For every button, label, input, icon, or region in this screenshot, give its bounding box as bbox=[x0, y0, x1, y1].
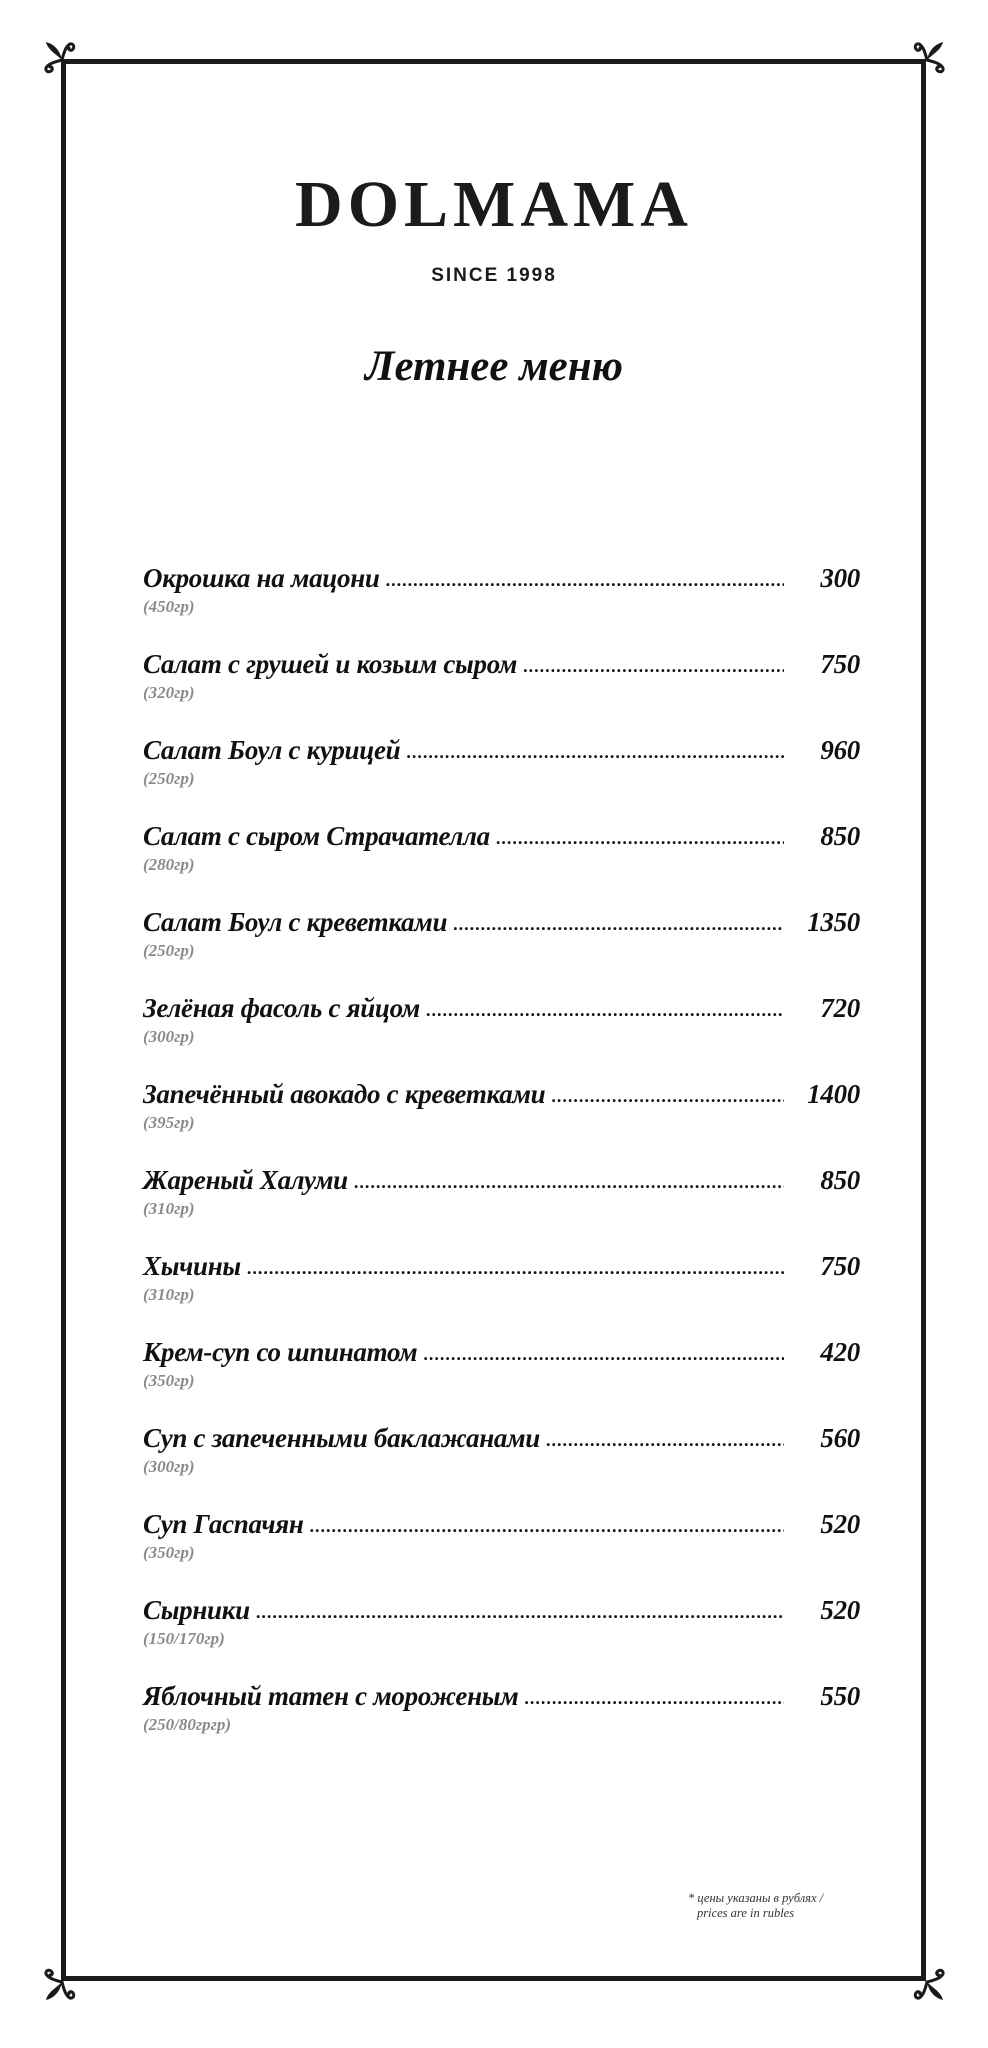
menu-item bbox=[143, 562, 860, 648]
dot-leader bbox=[496, 822, 784, 854]
item-name: Хычины bbox=[143, 1251, 241, 1281]
item-price: 960 bbox=[820, 735, 860, 765]
menu-item bbox=[143, 820, 860, 906]
item-price: 750 bbox=[820, 649, 860, 679]
tagline: SINCE 1998 bbox=[431, 265, 557, 286]
dot-leader bbox=[354, 1166, 784, 1198]
item-name: Сырники bbox=[143, 1595, 250, 1625]
item-price: 550 bbox=[820, 1681, 860, 1711]
item-weight: (310гр) bbox=[143, 1199, 195, 1218]
menu-item bbox=[143, 1422, 860, 1508]
dot-leader bbox=[426, 994, 784, 1026]
menu-item bbox=[143, 992, 860, 1078]
fleur-corner-icon bbox=[42, 1962, 82, 2002]
item-price: 560 bbox=[820, 1423, 860, 1453]
item-name: Запечённый авокадо с креветками bbox=[143, 1079, 546, 1109]
item-price: 520 bbox=[820, 1509, 860, 1539]
item-weight: (280гр) bbox=[143, 855, 195, 874]
item-weight: (320гр) bbox=[143, 683, 195, 702]
item-weight: (395гр) bbox=[143, 1113, 195, 1132]
item-price: 850 bbox=[820, 821, 860, 851]
item-weight: (150/170гр) bbox=[143, 1629, 225, 1648]
item-name: Салат с сыром Страчателла bbox=[143, 821, 490, 851]
fleur-corner-icon bbox=[42, 40, 82, 80]
item-price: 1350 bbox=[807, 907, 860, 937]
dot-leader bbox=[247, 1252, 784, 1284]
item-price: 850 bbox=[820, 1165, 860, 1195]
item-weight: (300гр) bbox=[143, 1027, 195, 1046]
item-name: Суп Гаспачян bbox=[143, 1509, 304, 1539]
item-price: 420 bbox=[820, 1337, 860, 1367]
item-name: Салат Боул с курицей bbox=[143, 735, 401, 765]
dot-leader bbox=[423, 1338, 784, 1370]
item-name: Жареный Халуми bbox=[143, 1165, 348, 1195]
menu-item bbox=[143, 1336, 860, 1422]
fleur-corner-icon bbox=[907, 40, 947, 80]
item-weight: (250гр) bbox=[143, 941, 195, 960]
item-price: 720 bbox=[820, 993, 860, 1023]
menu-item bbox=[143, 906, 860, 992]
dot-leader bbox=[524, 1682, 784, 1714]
item-price: 520 bbox=[820, 1595, 860, 1625]
item-name: Зелёная фасоль с яйцом bbox=[143, 993, 420, 1023]
item-weight: (300гр) bbox=[143, 1457, 195, 1476]
dot-leader bbox=[406, 736, 784, 768]
item-name: Салат с грушей и козьим сыром bbox=[143, 649, 518, 679]
footnote-line-en: prices are in rubles bbox=[697, 1906, 795, 1920]
menu-item bbox=[143, 1250, 860, 1336]
footnote-line-ru: * цены указаны в рублях / bbox=[688, 1891, 824, 1905]
item-name: Яблочный татен с мороженым bbox=[143, 1681, 519, 1711]
menu-item bbox=[143, 1164, 860, 1250]
menu-item bbox=[143, 1594, 860, 1680]
menu-item bbox=[143, 734, 860, 820]
dot-leader bbox=[546, 1424, 784, 1456]
item-price: 300 bbox=[820, 563, 860, 593]
dot-leader bbox=[523, 650, 784, 682]
menu-item bbox=[143, 1680, 860, 1766]
menu-item bbox=[143, 1508, 860, 1594]
page-title: Летнее меню bbox=[364, 343, 624, 390]
item-price: 1400 bbox=[807, 1079, 860, 1109]
menu-list bbox=[143, 562, 860, 1766]
dot-leader bbox=[256, 1596, 784, 1628]
item-price: 750 bbox=[820, 1251, 860, 1281]
fleur-corner-icon bbox=[907, 1962, 947, 2002]
item-weight: (250/80гргр) bbox=[143, 1715, 232, 1734]
dot-leader bbox=[453, 908, 784, 940]
dot-leader bbox=[386, 564, 784, 596]
menu-item bbox=[143, 1078, 860, 1164]
item-name: Суп с запеченными баклажанами bbox=[143, 1423, 541, 1453]
price-footnote bbox=[688, 1891, 823, 1921]
item-name: Крем-суп со шпинатом bbox=[143, 1337, 418, 1367]
menu-item bbox=[143, 648, 860, 734]
item-weight: (250гр) bbox=[143, 769, 195, 788]
dot-leader bbox=[310, 1510, 784, 1542]
item-weight: (310гр) bbox=[143, 1285, 195, 1304]
dot-leader bbox=[551, 1080, 784, 1112]
item-weight: (450гр) bbox=[143, 597, 195, 616]
restaurant-logo: DOLMAMA bbox=[295, 168, 693, 241]
item-weight: (350гр) bbox=[143, 1371, 195, 1390]
item-weight: (350гр) bbox=[143, 1543, 195, 1562]
item-name: Окрошка на мацони bbox=[143, 563, 380, 593]
item-name: Салат Боул с креветками bbox=[143, 907, 448, 937]
